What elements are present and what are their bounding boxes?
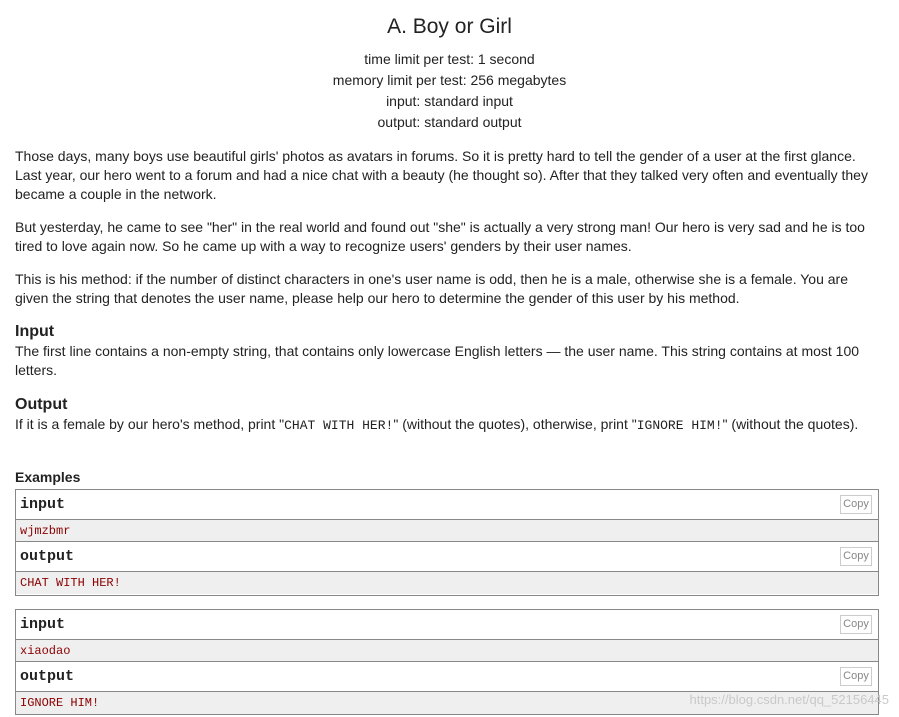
problem-header	[0, 0, 899, 133]
copy-input-button[interactable]: Copy	[840, 495, 872, 514]
output-section	[15, 395, 875, 435]
output-code-male: IGNORE HIM!	[636, 418, 723, 433]
copy-output-button[interactable]: Copy	[840, 667, 872, 686]
example-input-data: wjmzbmr	[16, 520, 878, 542]
example-input-data: xiaodao	[16, 640, 878, 662]
output-text-after: " (without the quotes).	[722, 416, 859, 432]
example-output-header	[16, 662, 878, 692]
example-output-label: output	[20, 668, 75, 685]
examples-title: Examples	[15, 469, 81, 485]
example-output-data: IGNORE HIM!	[16, 692, 878, 714]
example-output-header	[16, 542, 878, 572]
problem-title: A. Boy or Girl	[387, 15, 512, 38]
output-section-text	[15, 415, 875, 435]
output-text-mid: " (without the quotes), otherwise, print "	[393, 416, 637, 432]
statement-paragraph-2: But yesterday, he came to see "her" in the real world and found out "she" is actually a very strong man! Our hero is very sad and he is too tired to love again now. So he came up with a way to recognize users' genders by their user names.	[15, 219, 865, 254]
input-section-text: The first line contains a non-empty string, that contains only lowercase English letters — the user name. This string contains at most 100 letters.	[15, 343, 860, 378]
example-block-1	[15, 489, 879, 596]
output-section-title: Output	[15, 396, 68, 413]
copy-output-button[interactable]: Copy	[840, 547, 872, 566]
example-output-label: output	[20, 548, 75, 565]
statement-paragraph-3: This is his method: if the number of distinct characters in one's user name is odd, then he is a male, otherwise she is a female. You are given the string that denotes the user name, please help our hero to determine the gender of this user by his method.	[15, 271, 848, 306]
memory-limit: memory limit per test: 256 megabytes	[332, 72, 567, 88]
time-limit: time limit per test: 1 second	[364, 51, 535, 67]
example-output-data: CHAT WITH HER!	[16, 572, 878, 594]
example-input-header	[16, 610, 878, 640]
watermark: https://blog.csdn.net/qq_52156445	[689, 692, 889, 707]
output-code-female: CHAT WITH HER!	[284, 418, 394, 433]
input-section	[15, 322, 875, 380]
statement-paragraph-1: Those days, many boys use beautiful girls' photos as avatars in forums. So it is pretty hard to tell the gender of a user at the first glance. Last year, our hero went to a forum and had a nice chat with a beauty (he thought so). After that they talked very often and eventually they became a couple in the network.	[15, 148, 868, 202]
copy-input-button[interactable]: Copy	[840, 615, 872, 634]
example-input-label: input	[20, 616, 66, 633]
input-section-title: Input	[15, 323, 55, 340]
input-type: input: standard input	[386, 93, 513, 109]
example-input-header	[16, 490, 878, 520]
output-type: output: standard output	[377, 114, 522, 130]
example-input-label: input	[20, 496, 66, 513]
output-text-before: If it is a female by our hero's method, print "	[15, 416, 285, 432]
